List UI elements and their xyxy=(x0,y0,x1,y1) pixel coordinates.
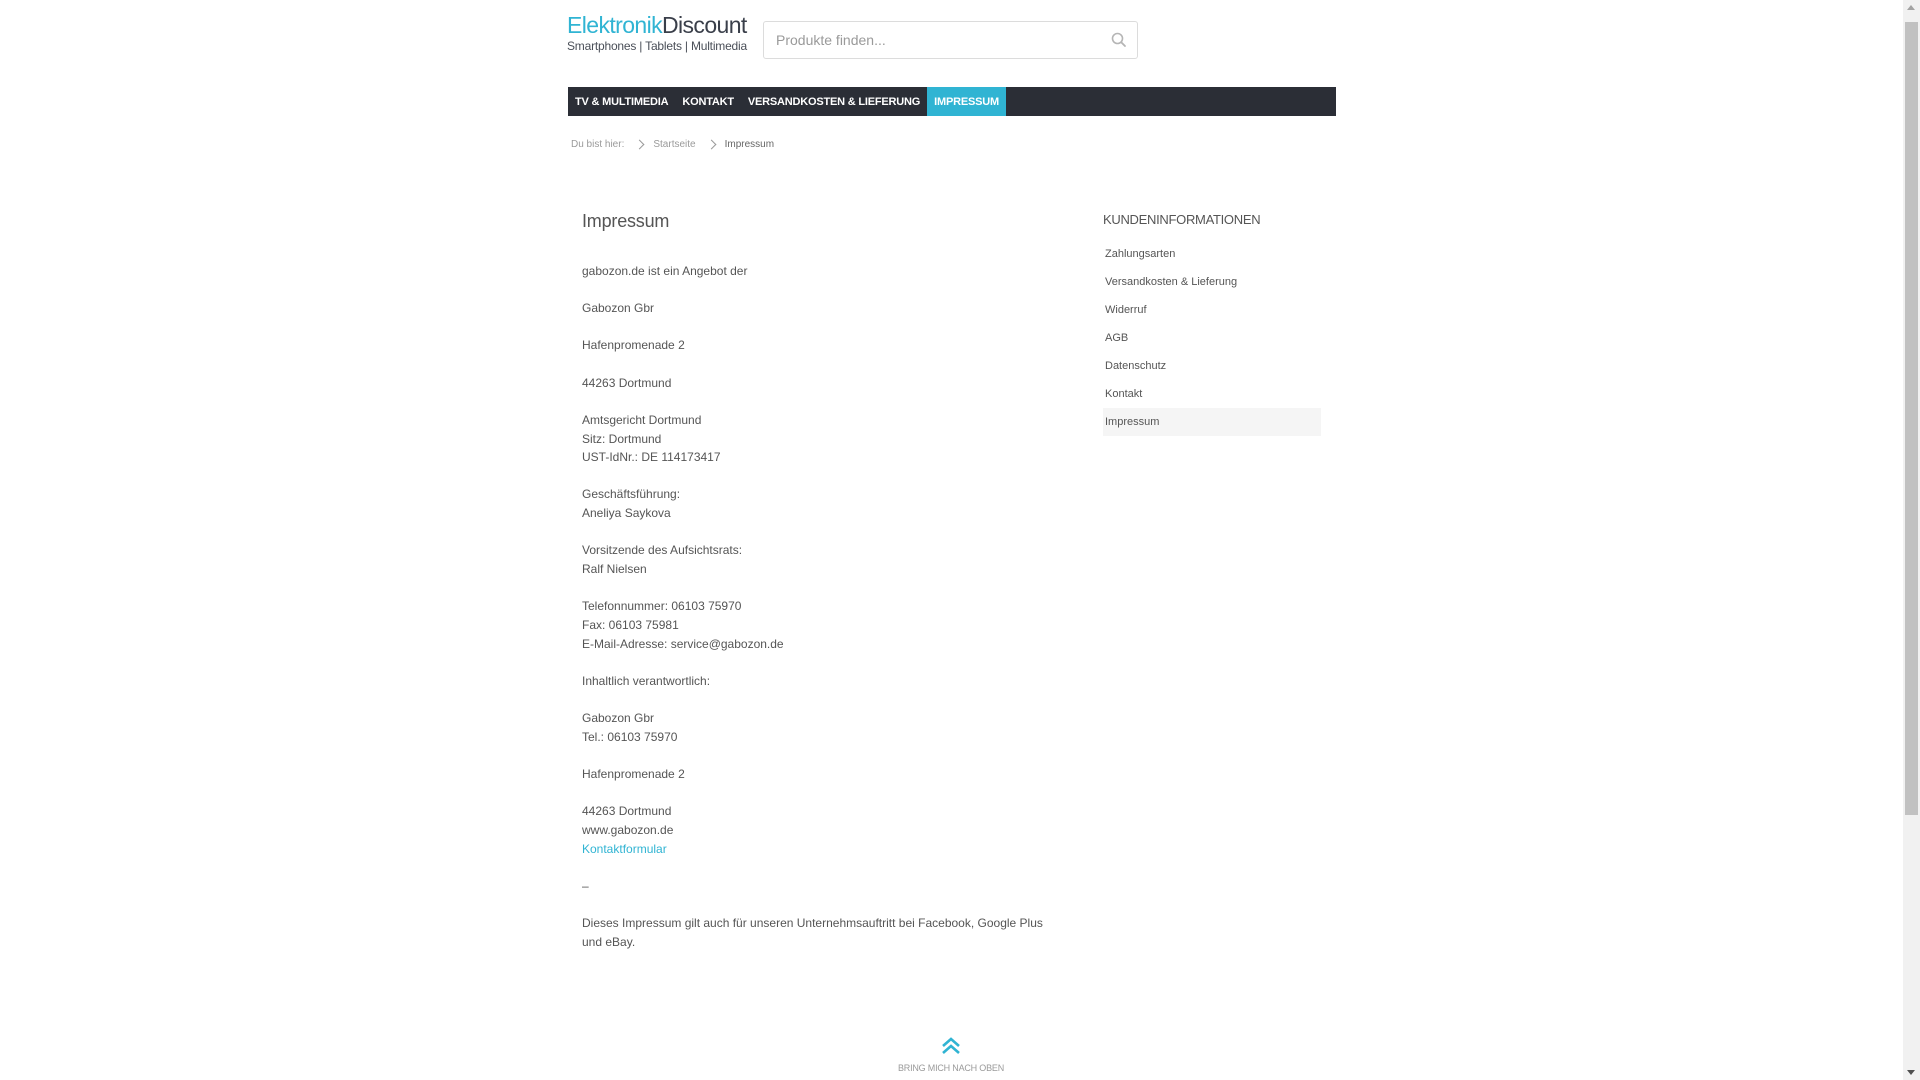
text-line: gabozon.de ist ein Angebot der xyxy=(582,264,748,278)
text-line: Hafenpromenade 2 xyxy=(582,766,685,781)
vertical-scrollbar[interactable] xyxy=(1903,0,1920,1080)
scroll-up-arrow-icon[interactable] xyxy=(1907,5,1915,10)
text-line: E-Mail-Adresse: service@gabozon.de xyxy=(582,636,784,651)
paragraph xyxy=(582,374,1052,393)
text-line: Geschäftsführung: xyxy=(582,487,681,502)
paragraph xyxy=(582,877,1052,896)
paragraph xyxy=(582,411,1052,467)
text-line: Telefonnummer: 06103 75970 xyxy=(582,599,742,614)
logo-title-part1: Elektronik xyxy=(567,12,662,38)
nav-item-kontakt[interactable]: KONTAKT xyxy=(682,95,734,108)
text-line: Aneliya Saykova xyxy=(582,506,671,521)
text-line: Gabozon Gbr xyxy=(582,711,655,726)
text-line: Fax: 06103 75981 xyxy=(582,617,679,632)
kontaktformular-link[interactable]: Kontaktformular xyxy=(582,841,667,856)
text-line: Tel.: 06103 75970 xyxy=(582,729,678,744)
text-line: Sitz: Dortmund xyxy=(582,431,662,446)
chevron-right-icon xyxy=(706,140,716,150)
breadcrumb-current: Impressum xyxy=(724,139,775,150)
back-to-top-button[interactable] xyxy=(851,1036,1051,1073)
chevron-right-icon xyxy=(635,140,645,150)
sidebar-item-agb[interactable]: AGB xyxy=(1105,332,1129,344)
paragraph xyxy=(582,485,1052,522)
paragraph xyxy=(582,802,1052,858)
logo-title xyxy=(567,12,752,38)
paragraph xyxy=(582,541,1052,578)
sidebar-item-zahlungsarten[interactable]: Zahlungsarten xyxy=(1105,248,1176,260)
search-input[interactable] xyxy=(764,22,1094,58)
paragraph xyxy=(582,597,1052,653)
sidebar-title: KUNDENINFORMATIONEN xyxy=(1103,212,1261,227)
logo-tagline: Smartphones | Tablets | Multimedia xyxy=(567,39,747,53)
sidebar xyxy=(1103,212,1321,436)
content-area xyxy=(582,211,1052,970)
breadcrumb-prefix: Du bist hier: xyxy=(571,139,625,150)
text-line: Inhaltlich verantwortlich: xyxy=(582,673,711,688)
breadcrumb-link-startseite[interactable]: Startseite xyxy=(653,139,696,150)
text-line: Gabozon Gbr xyxy=(582,301,655,316)
text-line: 44263 Dortmund xyxy=(582,804,672,819)
impressum-text xyxy=(582,262,1052,951)
text-line: Ralf Nielsen xyxy=(582,562,647,577)
back-to-top-label: BRING MICH NACH OBEN xyxy=(897,1063,1004,1073)
paragraph xyxy=(582,765,1052,784)
paragraph xyxy=(582,299,1052,318)
scroll-down-arrow-icon[interactable] xyxy=(1907,1070,1915,1075)
logo[interactable] xyxy=(567,12,752,53)
page-title: Impressum xyxy=(582,211,670,231)
text-line: Dieses Impressum gilt auch für unseren Unternehmsauftritt bei Facebook, Google Plus und eBay. xyxy=(582,915,1043,949)
paragraph xyxy=(582,672,1052,691)
text-line: www.gabozon.de xyxy=(582,822,674,837)
main-navigation xyxy=(568,87,1336,116)
sidebar-item-kontakt[interactable]: Kontakt xyxy=(1105,388,1143,400)
text-line: Vorsitzende des Aufsichtsrats: xyxy=(582,543,743,558)
text-line: Hafenpromenade 2 xyxy=(582,338,685,353)
paragraph xyxy=(582,336,1052,355)
search-icon[interactable] xyxy=(1109,30,1129,50)
paragraph xyxy=(582,262,1052,281)
double-chevron-up-icon xyxy=(940,1043,962,1060)
sidebar-item-versandkosten[interactable]: Versandkosten & Lieferung xyxy=(1105,276,1238,288)
paragraph xyxy=(582,914,1052,951)
text-line: Amtsgericht Dortmund xyxy=(582,412,702,427)
nav-item-tv-multimedia[interactable]: TV & MULTIMEDIA xyxy=(575,95,669,108)
scrollbar-thumb[interactable] xyxy=(1905,22,1918,815)
logo-title-part2: Discount xyxy=(662,12,747,38)
search-box xyxy=(763,21,1138,59)
text-line: 44263 Dortmund xyxy=(582,375,672,390)
paragraph xyxy=(582,709,1052,746)
nav-item-impressum[interactable]: IMPRESSUM xyxy=(927,87,1006,116)
nav-item-versandkosten[interactable]: VERSANDKOSTEN & LIEFERUNG xyxy=(747,95,921,108)
breadcrumb xyxy=(571,139,774,150)
text-line: UST-IdNr.: DE 114173417 xyxy=(582,450,721,465)
text-line: – xyxy=(582,878,589,893)
sidebar-item-widerruf[interactable]: Widerruf xyxy=(1105,304,1147,316)
sidebar-item-datenschutz[interactable]: Datenschutz xyxy=(1105,360,1167,372)
sidebar-item-impressum[interactable]: Impressum xyxy=(1103,408,1321,436)
